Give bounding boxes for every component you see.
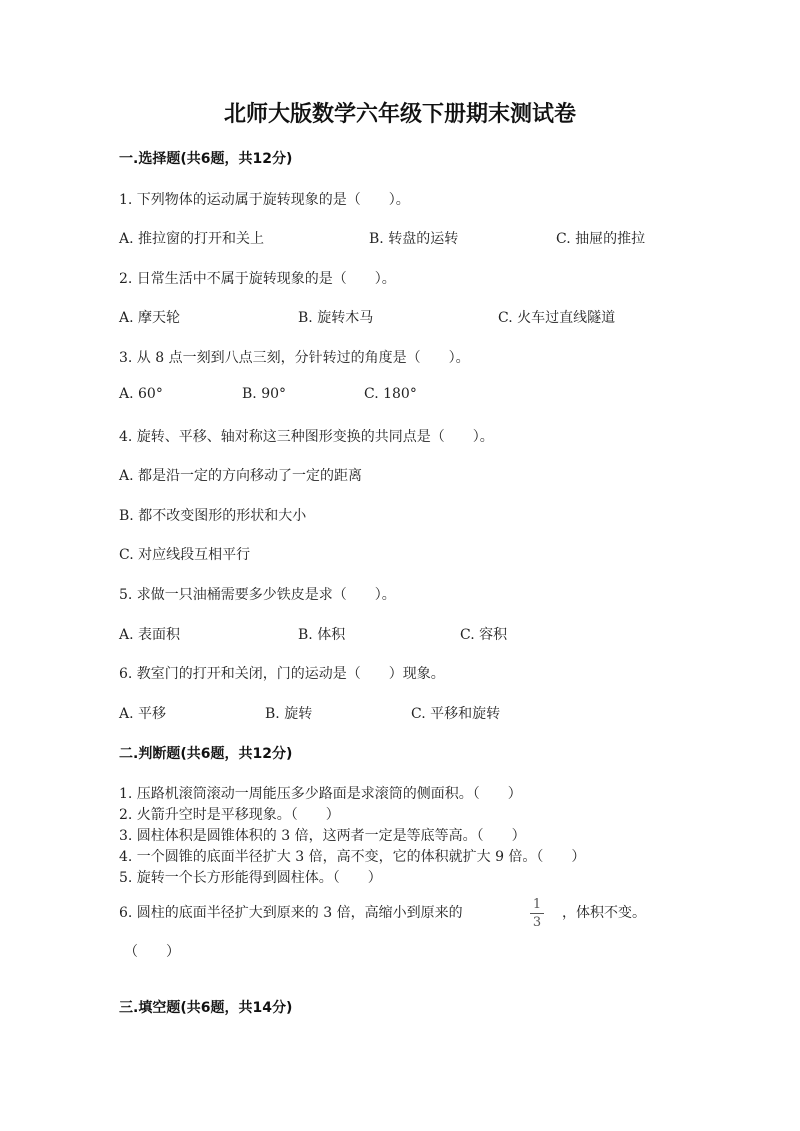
tf-question-part1: 6. 圆柱的底面半径扩大到原来的 3 倍，高缩小到原来的 — [119, 905, 463, 921]
answer-blank: （ ） — [124, 944, 180, 960]
option-c: C. 对应线段互相平行 — [119, 547, 251, 563]
option-b: B. 90° — [242, 386, 287, 402]
question-stem: 6. 教室门的打开和关闭，门的运动是（ ）现象。 — [119, 666, 445, 682]
tf-question: 5. 旋转一个长方形能得到圆柱体。（ ） — [119, 870, 382, 886]
option-c: C. 抽屉的推拉 — [556, 231, 646, 247]
section-heading-true-false: 二.判断题(共6题，共12分) — [119, 746, 293, 762]
option-c: C. 180° — [364, 386, 417, 402]
tf-question: 1. 压路机滚筒滚动一周能压多少路面是求滚筒的侧面积。（ ） — [119, 786, 522, 802]
option-c: C. 火车过直线隧道 — [498, 310, 616, 326]
question-stem: 4. 旋转、平移、轴对称这三种图形变换的共同点是（ ）。 — [119, 429, 494, 445]
tf-question: 2. 火箭升空时是平移现象。（ ） — [119, 807, 340, 823]
tf-question-part2: ，体积不变。 — [562, 905, 646, 921]
option-a: A. 60° — [119, 386, 163, 402]
section-heading-choice: 一.选择题(共6题，共12分) — [119, 151, 293, 167]
option-a: A. 摩天轮 — [119, 310, 181, 326]
option-b: B. 体积 — [298, 627, 346, 643]
section-heading-fill-blank: 三.填空题(共6题，共14分) — [119, 1000, 293, 1016]
option-a: A. 推拉窗的打开和关上 — [119, 231, 265, 247]
fraction-denominator: 3 — [532, 915, 542, 930]
question-stem: 2. 日常生活中不属于旋转现象的是（ ）。 — [119, 271, 396, 287]
option-c: C. 容积 — [460, 627, 508, 643]
option-b: B. 旋转木马 — [298, 310, 374, 326]
option-a: A. 平移 — [119, 706, 167, 722]
option-b: B. 都不改变图形的形状和大小 — [119, 508, 307, 524]
option-b: B. 转盘的运转 — [369, 231, 459, 247]
tf-question: 4. 一个圆锥的底面半径扩大 3 倍，高不变，它的体积就扩大 9 倍。（ ） — [119, 849, 586, 865]
question-stem: 5. 求做一只油桶需要多少铁皮是求（ ）。 — [119, 587, 396, 603]
option-c: C. 平移和旋转 — [411, 706, 501, 722]
fraction-one-third — [528, 897, 546, 930]
fraction-numerator: 1 — [532, 897, 542, 912]
tf-question: 3. 圆柱体积是圆锥体积的 3 倍，这两者一定是等底等高。（ ） — [119, 828, 526, 844]
page-title: 北师大版数学六年级下册期末测试卷 — [223, 102, 576, 127]
option-a: A. 都是沿一定的方向移动了一定的距离 — [119, 468, 363, 484]
option-b: B. 旋转 — [265, 706, 313, 722]
question-stem: 3. 从 8 点一刻到八点三刻，分针转过的角度是（ ）。 — [119, 350, 470, 366]
question-stem: 1. 下列物体的运动属于旋转现象的是（ ）。 — [119, 192, 410, 208]
fraction-bar — [530, 913, 544, 914]
option-a: A. 表面积 — [119, 627, 181, 643]
